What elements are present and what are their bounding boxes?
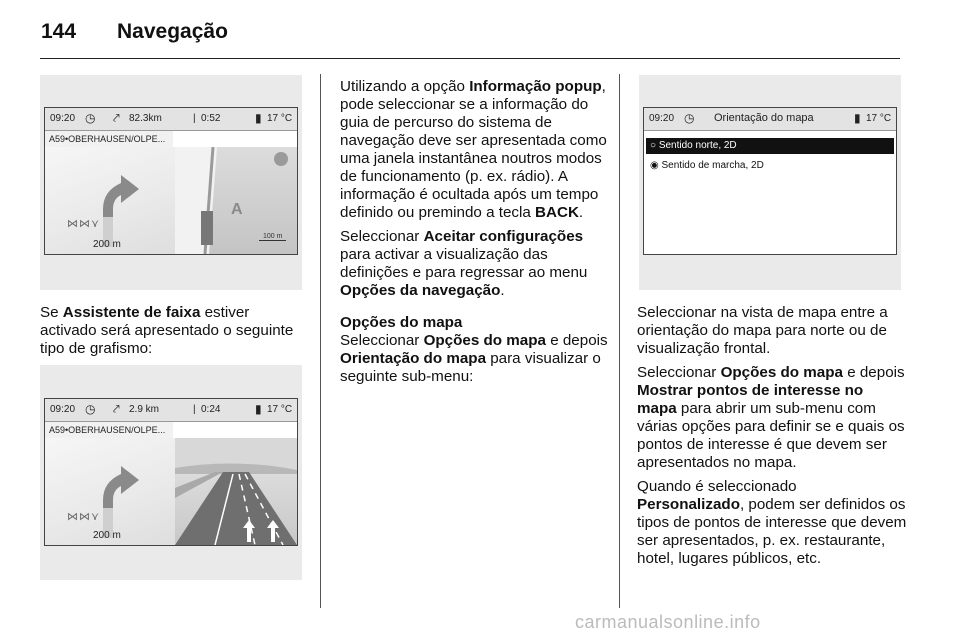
status-bar <box>644 108 896 131</box>
eta-separator: | <box>193 113 196 124</box>
clock: 09:20 <box>649 113 675 124</box>
route-distance-icon: ⤤ <box>113 111 120 125</box>
text: Seleccionar <box>340 332 424 349</box>
ui-term: Mostrar pontos de interesse no mapa <box>637 382 864 417</box>
paragraph <box>340 332 612 386</box>
map-marker-label: A <box>231 201 243 218</box>
paragraph <box>340 78 612 222</box>
ui-term: Orientação do mapa <box>340 350 487 367</box>
lane-map-figure <box>40 75 302 290</box>
distance-remaining: 2.9 km <box>129 404 160 415</box>
column-3 <box>637 304 907 574</box>
lane-road-figure <box>40 365 302 580</box>
ui-term: Opções do mapa <box>720 364 843 381</box>
route-label: A59•OBERHAUSEN/OLPE... <box>45 131 173 147</box>
turn-distance: 200 m <box>93 239 121 250</box>
page-number: 144 <box>41 20 77 43</box>
thermometer-icon: ▮ <box>255 111 262 125</box>
clock-icon: ◷ <box>684 111 695 125</box>
paragraph <box>637 478 907 568</box>
turn-arrow-icon <box>45 438 175 545</box>
paragraph <box>40 304 310 358</box>
ui-term: Opções do mapa <box>423 332 546 349</box>
lane-arrows-icon: ⋈⋈⋎ <box>67 218 101 230</box>
status-bar <box>45 108 297 131</box>
orientation-screen <box>643 107 897 255</box>
lane-arrows-icon: ⋈⋈⋎ <box>67 511 101 523</box>
lane-map-screen <box>44 107 298 255</box>
text: Se <box>40 304 63 321</box>
map-pane <box>175 147 297 254</box>
radio-empty-icon: ○ <box>650 140 657 151</box>
option-heading-up[interactable] <box>646 158 894 174</box>
road-view-pane <box>175 438 297 545</box>
ui-term: Aceitar configurações <box>423 228 584 245</box>
turn-distance: 200 m <box>93 530 121 541</box>
outside-temperature: 17 °C <box>866 113 892 124</box>
highway-junction-icon <box>175 438 297 545</box>
orientation-figure <box>639 75 901 290</box>
time-remaining: 0:24 <box>201 404 221 415</box>
eta-separator: | <box>193 404 196 415</box>
text: Seleccionar <box>637 364 721 381</box>
text: , podem ser definidos os tipos de pontos de interesse que devem ser apresentados, p. ex. restaurante, hotel, lugares públicos, etc. <box>637 496 907 567</box>
text: e depois <box>545 332 608 349</box>
menu-title: Orientação do mapa <box>714 112 814 124</box>
outside-temperature: 17 °C <box>267 113 293 124</box>
route-distance-icon: ⤤ <box>113 402 120 416</box>
text: . <box>578 204 584 221</box>
map-scale: 100 m <box>259 233 286 241</box>
option-label: Sentido de marcha, 2D <box>661 160 764 171</box>
status-bar <box>45 399 297 422</box>
ui-term: Opções da navegação <box>340 282 501 299</box>
paragraph <box>637 364 907 472</box>
ui-term: Informação popup <box>469 78 602 95</box>
text: Quando é seleccionado <box>637 478 797 495</box>
text: . <box>500 282 505 299</box>
ui-term: BACK <box>535 204 579 221</box>
text: Seleccionar <box>340 228 424 245</box>
column-divider-2 <box>619 74 620 608</box>
text: estiver activado será apresentado o seguinte tipo de grafismo: <box>40 304 294 357</box>
text: para visualizar o seguinte sub-menu: <box>340 350 601 385</box>
watermark: carmanualsonline.info <box>575 612 761 632</box>
section-heading: Opções do mapa <box>340 314 463 331</box>
text: para abrir um sub-menu com várias opções para definir se e quais os pontos de interesse é que devem ser apresentados no mapa. <box>637 400 905 471</box>
outside-temperature: 17 °C <box>267 404 293 415</box>
route-label: A59•OBERHAUSEN/OLPE... <box>45 422 173 438</box>
header-rule <box>40 58 900 59</box>
text: , pode seleccionar se a informação do guia de percurso do sistema de navegação deve ser apresentada como uma janela instantânea noutros modos de funcionamento (p. ex. rádio). A informação é ocultada após um tempo definido ou premindo a tecla <box>340 78 607 221</box>
thermometer-icon: ▮ <box>854 111 861 125</box>
ui-term: Assistente de faixa <box>62 304 201 321</box>
clock: 09:20 <box>50 404 76 415</box>
column-2 <box>340 78 612 392</box>
clock: 09:20 <box>50 113 76 124</box>
turn-arrow-icon <box>45 147 175 254</box>
text: Utilizando a opção <box>340 78 470 95</box>
lane-road-screen <box>44 398 298 546</box>
text: e depois <box>842 364 905 381</box>
page-title: Navegação <box>117 20 228 43</box>
ui-term: Personalizado <box>637 496 740 513</box>
clock-icon: ◷ <box>85 111 96 125</box>
time-remaining: 0:52 <box>201 113 221 124</box>
radio-selected-icon: ◉ <box>650 160 659 171</box>
clock-icon: ◷ <box>85 402 96 416</box>
thermometer-icon: ▮ <box>255 402 262 416</box>
paragraph: Seleccionar na vista de mapa entre a orientação do mapa para norte ou de visualização frontal. <box>637 304 888 357</box>
text: para activar a visualização das definições e para regressar ao menu <box>340 246 588 281</box>
lane-guidance-pane <box>45 438 175 545</box>
paragraph <box>340 228 612 300</box>
column-divider-1 <box>320 74 321 608</box>
column-1 <box>40 304 310 364</box>
option-north-up[interactable] <box>646 138 894 154</box>
option-label: Sentido norte, 2D <box>658 140 737 151</box>
distance-remaining: 82.3km <box>129 113 162 124</box>
lane-guidance-pane <box>45 147 175 254</box>
